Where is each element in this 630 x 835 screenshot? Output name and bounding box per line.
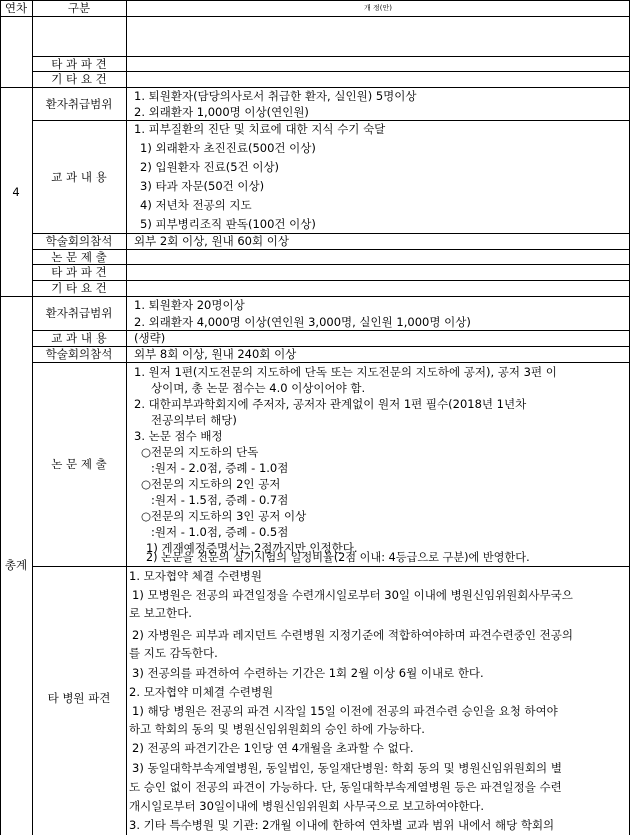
s4-other-label: 기 타 요 건: [51, 281, 107, 295]
row-rule: [32, 566, 630, 567]
s4-patients-line: 2. 외래환자 1,000명 이상(연인원): [134, 105, 309, 119]
total-paper-line: 전공의부터 해당): [151, 413, 237, 427]
total-dispatch-line: 로 보고한다.: [129, 606, 192, 620]
total-paper-line: :원저 - 2.0점, 증례 - 1.0점: [151, 461, 289, 475]
total-patients-line: 1. 퇴원환자 20명이상: [134, 298, 245, 312]
total-curriculum-text: (생략): [134, 331, 166, 345]
total-paper-line: :원저 - 1.5점, 증례 - 0.7점: [151, 493, 289, 507]
total-paper-label: 논 문 제 출: [51, 457, 107, 471]
total-paper-line: 1. 원저 1편(지도전문의 지도하에 단독 또는 지도전문의 지도하에 공저), 공저 3편 이: [134, 365, 557, 379]
total-paper-line: 3. 논문 점수 배정: [134, 429, 223, 443]
top-other-label: 기 타 요 건: [51, 72, 107, 86]
s4-conference-label: 학술회의참석: [45, 234, 113, 248]
total-dispatch-line: 1) 모병원은 전공의 파견일정을 수련개시일로부터 30일 이내에 병원신임위원회사무국으: [132, 588, 573, 602]
total-dispatch-line: 도 승인 없이 전공의 파견이 가능하다. 단, 동일대학부속계열병원 등은 파견일정을 수련: [129, 780, 562, 794]
total-dispatch-line: 1. 모자협약 체결 수련병원: [129, 569, 263, 583]
s4-dispatch-label: 타 과 파 견: [51, 265, 107, 279]
s4-patients-line: 1. 퇴원환자(담당의사로서 취급한 환자, 실인원) 5명이상: [134, 89, 417, 103]
total-paper-line: ○전문의 지도하의 3인 공저 이상: [141, 509, 307, 523]
s4-conference-text: 외부 2회 이상, 원내 60회 이상: [134, 234, 289, 248]
header-revision: 개 정(안): [364, 4, 392, 12]
total-dispatch-line: 2) 전공의 파견기간은 1인당 연 4개월을 초과할 수 없다.: [132, 741, 414, 755]
total-paper-line: ○전문의 지도하의 단독: [141, 445, 259, 459]
s4-patients-label: 환자취급범위: [45, 97, 113, 111]
s4-curriculum-line: 1. 피부질환의 진단 및 치료에 대한 지식 수기 숙달: [134, 122, 386, 136]
table-border-left: [0, 0, 1, 835]
header-bottom-rule: [0, 16, 630, 17]
s4-curriculum-line: 5) 피부병리조직 판독(100건 이상): [140, 217, 316, 231]
total-dispatch-line: 하고 학회의 동의 및 병원신임위원회의 승인 하에 가능하다.: [129, 722, 425, 736]
total-dispatch-line: 3. 기타 특수병원 및 기관: 2개월 이내에 한하여 연차별 교과 범위 내에서 해당 학회의: [129, 818, 555, 832]
header-category: 구분: [67, 1, 91, 15]
total-dispatch-line: 2. 모자협약 미체결 수련병원: [129, 685, 274, 699]
total-curriculum-label: 교 과 내 용: [51, 331, 107, 345]
row-rule: [32, 362, 630, 363]
total-dispatch-line: 1) 해당 병원은 전공의 파견 시작일 15일 이전에 전공의 파견수련 승인을 요청 하여야: [132, 704, 558, 718]
s4-curriculum-label: 교 과 내 용: [51, 170, 107, 184]
total-conference-text: 외부 8회 이상, 원내 240회 이상: [134, 347, 297, 361]
total-dispatch-line: 2) 자병원은 피부과 레지던트 수련병원 지정기준에 적합하여야하며 파견수련중인 전공의: [132, 628, 573, 642]
total-paper-line: 1) 게재예정증명서는 2점까지만 인정한다.: [146, 541, 358, 555]
total-paper-line: ○전문의 지도하의 2인 공저: [141, 477, 281, 491]
total-dispatch-line: 를 지도 감독한다.: [129, 646, 218, 660]
top-dispatch-label: 타 과 파 견: [51, 57, 107, 71]
s4-curriculum-line: 2) 입원환자 진료(5건 이상): [140, 160, 280, 174]
total-paper-line: 상이며, 총 논문 점수는 4.0 이상이어야 함.: [151, 381, 366, 395]
total-paper-line: :원저 - 1.0점, 증례 - 0.5점: [151, 525, 289, 539]
total-dispatch-line: 3) 전공의를 파견하여 수련하는 기간은 1회 2월 이상 6월 이내로 한다.: [132, 666, 484, 680]
total-patients-line: 2. 외래환자 4,000명 이상(연인원 3,000명, 실인원 1,000명 이상): [134, 315, 471, 329]
section-4-bottom-rule: [0, 296, 630, 297]
s4-curriculum-line: 3) 타과 자문(50건 이상): [140, 179, 265, 193]
total-dispatch-label: 타 병원 파견: [47, 691, 111, 705]
total-patients-label: 환자취급범위: [45, 306, 113, 320]
s4-paper-label: 논 문 제 출: [51, 250, 107, 264]
year-4-label: 4: [12, 185, 20, 199]
header-year: 연차: [4, 1, 28, 15]
col-sep-year: [32, 0, 33, 835]
total-dispatch-line: 개시일로부터 30일이내에 병원신임위원회 사무국으로 보고하여야한다.: [129, 799, 485, 813]
s4-curriculum-line: 1) 외래환자 초진진료(500건 이상): [140, 141, 316, 155]
total-paper-line: 2. 대한피부과학회지에 주저자, 공저자 관계없이 원저 1편 필수(2018년 1년차: [134, 397, 527, 411]
total-dispatch-line: 3) 동일대학부속계열병원, 동일법인, 동일재단병원: 학회 동의 및 병원신임위원회의 별: [132, 761, 562, 775]
s4-curriculum-line: 4) 저년차 전공의 지도: [140, 198, 252, 212]
total-conference-label: 학술회의참석: [45, 347, 113, 361]
col-sep-category: [126, 0, 127, 835]
year-total-label: 총계: [4, 558, 28, 572]
total-paper-line: 2) 논문을 전문의 실기시험의 일정비율(2점 이내: 4등급으로 구분)에 반영한다.: [146, 551, 530, 564]
